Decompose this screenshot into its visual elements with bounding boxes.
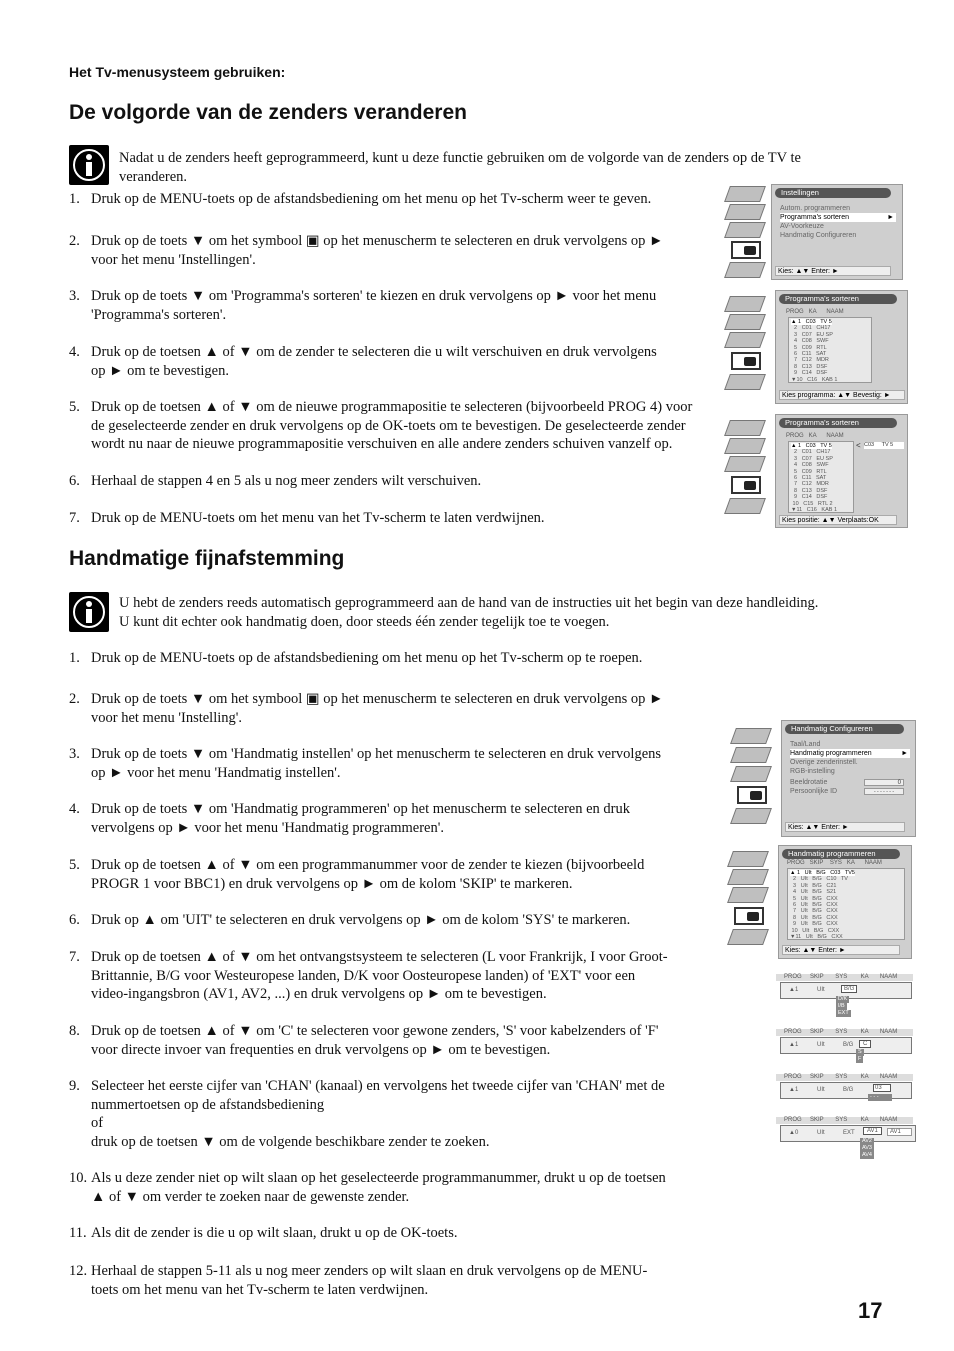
channel-row: 6 C11 SAT [791,475,827,481]
channel-row: 9 C14 DSF [791,494,828,501]
channel-row: 4 C08 SWF [791,462,829,469]
section1-intro: Nadat u de zenders heeft geprogrammeerd, kunt u deze functie gebruiken om de volgorde van de zenders op de TV te veranderen. [119,150,801,185]
channel-row: 10 C15 RTL 2 [791,500,833,507]
channel-row: 5 C09 RTL [791,344,827,351]
instruction-step: 1. Druk op de MENU-toets op de afstandsbediening om het menu op het Tv-scherm op te roepen. [69,650,643,666]
section-header: Het Tv-menusysteem gebruiken: [69,64,286,80]
instruction-step: 8. Druk op de toetsen ▲ of ▼ om 'C' te selecteren voor gewone zenders, 'S' voor kabelzenders of 'F' voor directe invoer van frequenties en druk vervolgens op ► om te bevestigen. [69,1023,659,1058]
channel-row: ▼11 UIt B/G CXX [790,934,843,940]
page-number: 17 [858,1298,883,1323]
info-icon [69,145,109,185]
instruction-step: 4. Druk op de toetsen ▲ of ▼ om de zender te selecteren die u wilt verschuiven en druk vervolgens op ► om te bevestigen. [69,344,657,379]
instruction-step: 10. Als u deze zender niet op wilt slaan op het geselecteerde programmanummer, drukt u op de toetsen ▲ of ▼ om verder te zoeken naar de gewenste zender. [69,1170,666,1205]
channel-type-screen: PROG SKIP SYS KA NAAM ▲1 UIt B/G C S F [776,1029,913,1065]
channel-row: 2 C01 CH17 [791,325,831,332]
channel-row: 4 C08 SWF [791,338,829,345]
external-source-screen: PROG SKIP SYS KA NAAM ▲0 UIt EXT AV1 AV1 AV2 AV3 AV4 [776,1117,913,1165]
section2-title: Handmatige fijnafstemming [69,547,345,570]
instruction-step: 12. Herhaal de stappen 5-11 als u nog meer zenders op wilt slaan en druk vervolgens op de MENU- toets om het menu van het Tv-scherm te laten verdwijnen. [69,1263,648,1298]
instruction-step: 1. Druk op de MENU-toets op de afstandsbediening om het menu op het Tv-scherm weer te geven. [69,191,652,207]
settings-tab-icon [731,241,761,259]
instruction-step: 6. Herhaal de stappen 4 en 5 als u nog meer zenders wilt verschuiven. [69,473,482,489]
info-icon [69,592,109,632]
channel-row: 9 UIt B/G CXX [790,921,838,928]
channel-row: 2 C01 CH17 [791,449,831,456]
channel-row: 8 C13 DSF [791,363,828,370]
instruction-step: 2. Druk op de toets ▼ om het symbool ▣ op het menuscherm te selecteren en druk vervolgens op ► voor het menu 'Instellingen'. [69,233,664,268]
instruction-step: 11. Als dit de zender is die u op wilt slaan, drukt u op de OK-toets. [69,1225,458,1241]
instruction-step: 7. Druk op de MENU-toets om het menu van het Tv-scherm te laten verdwijnen. [69,510,545,526]
channel-row: 10 UIt B/G CXX [790,927,840,934]
channel-row: ▲ 1 C03 TV 5 [791,443,832,449]
instruction-step: 9. Selecteer het eerste cijfer van 'CHAN' (kanaal) en vervolgens het tweede cijfer van 'CHAN' met de nummertoetsen op de afstandsbediening of druk op de toetsen ▼ om de volgende beschikbare zender te zoeken. [69,1078,665,1150]
channel-row: 3 C07 EU SP [791,331,833,338]
instruction-step: 6. Druk op ▲ om 'UIT' te selecteren en druk vervolgens op ► om de kolom 'SYS' te markeren. [69,912,631,928]
channel-row: 2 UIt B/G C10 TV [790,876,848,883]
instruction-step: 5. Druk op de toetsen ▲ of ▼ om de nieuwe programmapositie te selecteren (bijvoorbeeld PROG 4) voor de geselecteerde zender en druk vervolgens op de OK-toets om te bevestigen. De geselecteerde zender wordt nu naar de nieuwe programmapositie verschuiven en alle andere zenders schuiven vanzelf op. [69,399,693,452]
channel-row: ▲ 1 C03 TV 5 [791,319,832,325]
settings-tab-icon [737,786,767,804]
settings-tab-icon [731,476,761,494]
channel-row: 7 UIt B/G CXX [790,908,838,915]
instruction-step: 2. Druk op de toets ▼ om het symbool ▣ op het menuscherm te selecteren en druk vervolgens op ► voor het menu 'Instelling'. [69,691,664,726]
channel-row: 4 UIt B/G S21 [790,889,837,896]
channel-row: ▲ 1 UIt B/G C03 TV5 [790,870,855,876]
channel-row: ▼10 C16 KAB 1 [791,376,838,383]
channel-row: 3 UIt B/G C21 [790,882,837,889]
channel-row: 9 C14 DSF [791,370,828,377]
channel-row: 8 UIt B/G CXX [790,914,838,921]
channel-row: 7 C12 MDR [791,357,829,364]
channel-row: 6 C11 SAT [791,351,827,357]
channel-row: 6 UIt B/G CXX [790,902,838,908]
instruction-step: 4. Druk op de toets ▼ om 'Handmatig programmeren' op het menuscherm te selecteren en druk vervolgens op ► voor het menu 'Handmatig programmeren'. [69,801,630,836]
channel-row: 3 C07 EU SP [791,455,833,462]
instruction-step: 3. Druk op de toets ▼ om 'Programma's sorteren' te kiezen en druk vervolgens op ► voor het menu 'Programma's sorteren'. [69,288,657,323]
channel-digits-screen: PROG SKIP SYS KA NAAM ▲1 UIt B/G 03 - - - [776,1074,913,1104]
settings-tab-icon [731,352,761,370]
channel-row: 8 C13 DSF [791,487,828,494]
sys-dropdown-screen: PROG SKIP SYS KA NAAM ▲1 UIt B/G D/K I/B EXT [776,974,913,1022]
section2-intro: U hebt de zenders reeds automatisch geprogrammeerd aan de hand van de instructies uit het begin van deze handleiding. U kunt dit echter ook handmatig doen, door steeds één zender tegelijk toe te voegen. [119,595,819,630]
instruction-step: 3. Druk op de toets ▼ om 'Handmatig instellen' op het menuscherm te selecteren en druk vervolgens op ► voor het menu 'Handmatig instellen'. [69,746,662,781]
section1-title: De volgorde van de zenders veranderen [69,101,467,124]
channel-row: 7 C12 MDR [791,481,829,488]
channel-row: 5 UIt B/G CXX [790,895,838,902]
channel-row: ▼11 C16 KAB 1 [791,507,838,513]
instruction-step: 7. Druk op de toetsen ▲ of ▼ om het ontvangstsysteem te selecteren (L voor Frankrijk, I voor Groot- Brittannie, B/G voor Westeuropese landen, D/K voor Oosteuropese landen) of 'EXT' voor een video-ingangsbron (AV1, AV2, ...) en druk vervolgens op ► om te bevestigen. [69,949,668,1002]
instruction-step: 5. Druk op de toetsen ▲ of ▼ om een programmanummer voor de zender te kiezen (bijvoorbeeld PROGR 1 voor BBC1) en druk vervolgens op ► om de kolom 'SKIP' te markeren. [69,857,645,892]
channel-row: 5 C09 RTL [791,468,827,475]
settings-tab-icon [734,907,764,925]
